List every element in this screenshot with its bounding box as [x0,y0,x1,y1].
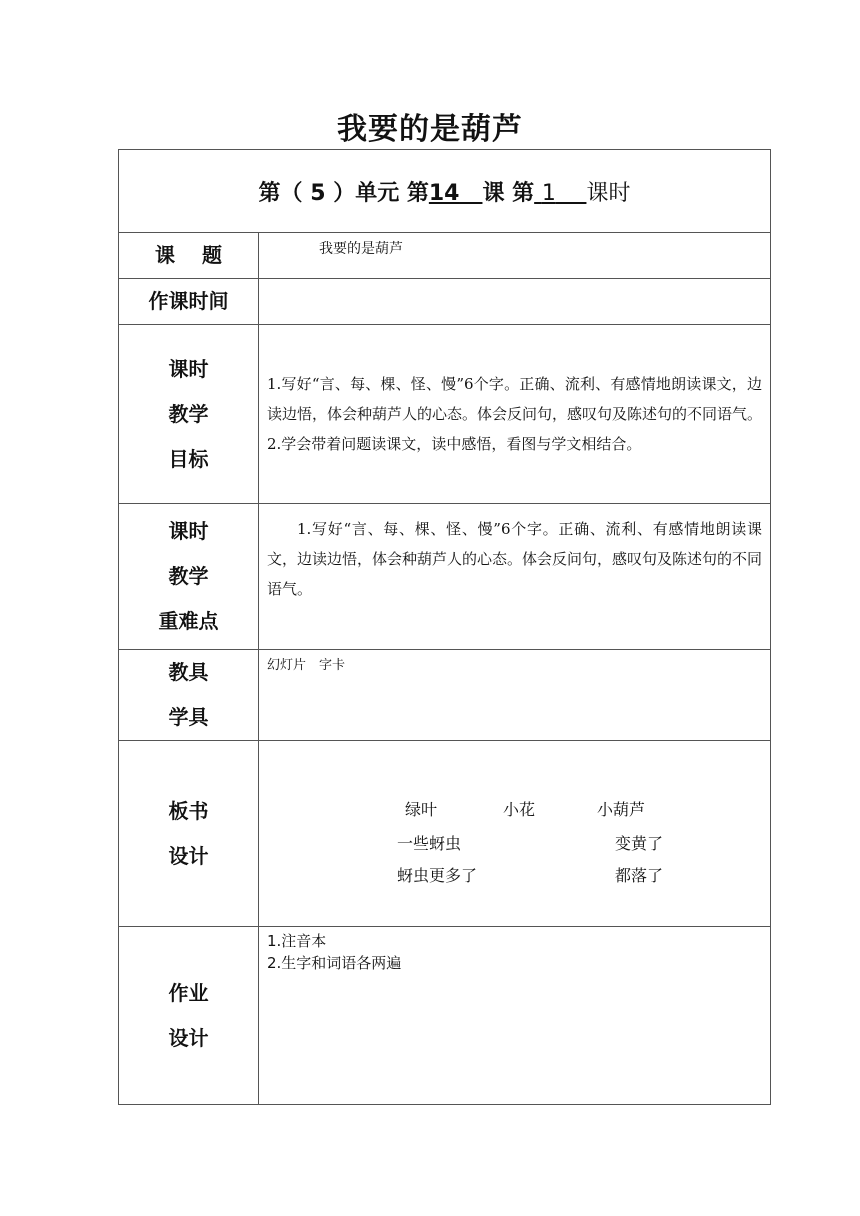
goals-value: 1.写好“言、每、棵、怪、慢”6个字。正确、流利、有感情地朗读课文，边读边悟，体会种葫芦人的心态。体会反问句，感叹句及陈述句的不同语气。2.学会带着问题读课文，读中感悟，看图与学文相结合。 [259,325,771,504]
tools-value: 幻灯片 字卡 [259,650,771,741]
tools-row [119,650,771,741]
unit-row [119,150,771,233]
goals-row [119,325,771,504]
board-row [119,741,771,927]
lesson-number: 14 [428,180,460,206]
homework-label-line-1: 作业 [168,980,209,1005]
key-points-label-line-2: 教学 [168,564,209,588]
board-item-all-fell: 都落了 [615,866,664,885]
homework-item-2: 2.生字和词语各两遍 [267,954,402,972]
lesson-label: 课 第 [482,180,535,206]
lesson-plan-table [118,149,771,1105]
goals-label [119,325,259,504]
board-item-small-flowers: 小花 [503,800,536,819]
board-item-green-leaves: 绿叶 [405,800,438,819]
time-label: 作课时间 [119,279,259,325]
board-label-line-2: 设计 [168,843,209,868]
homework-item-1: 1.注音本 [267,932,327,950]
board-label-line-1: 板书 [168,798,209,823]
board-item-turned-yellow: 变黄了 [615,834,664,853]
goals-label-line-1: 课时 [168,356,209,381]
period-number: 1 [541,180,556,206]
key-points-label-line-3: 重难点 [158,609,219,633]
unit-prefix: 第（ [258,180,303,206]
board-item-small-gourd: 小葫芦 [597,800,646,819]
homework-value [259,927,771,1105]
key-points-row [119,504,771,650]
board-design [259,741,771,927]
tools-label-line-1: 教具 [168,660,209,684]
board-label [119,741,259,927]
homework-label [119,927,259,1105]
time-value [259,279,771,325]
goals-label-line-3: 目标 [168,446,209,471]
key-points-label-line-1: 课时 [168,519,209,543]
board-item-more-aphids: 蚜虫更多了 [397,866,478,885]
key-points-value: 1.写好“言、每、棵、怪、慢”6个字。正确、流利、有感情地朗读课文，边读边悟，体会种葫芦人的心态。体会反问句，感叹句及陈述句的不同语气。 [259,504,771,650]
topic-label: 课 题 [119,233,259,279]
topic-row [119,233,771,279]
time-row [119,279,771,325]
board-item-some-aphids: 一些蚜虫 [397,834,462,853]
tools-label [119,650,259,741]
unit-label: ）单元 第 [333,180,429,206]
tools-label-line-2: 学具 [168,705,209,729]
topic-value: 我要的是葫芦 [259,233,771,279]
homework-row [119,927,771,1105]
period-label: 课时 [586,180,631,206]
homework-label-line-2: 设计 [168,1025,209,1050]
key-points-label [119,504,259,650]
document-title: 我要的是葫芦 [337,112,523,147]
unit-number: 5 [302,180,334,206]
goals-label-line-2: 教学 [168,401,209,426]
unit-line [119,150,771,233]
